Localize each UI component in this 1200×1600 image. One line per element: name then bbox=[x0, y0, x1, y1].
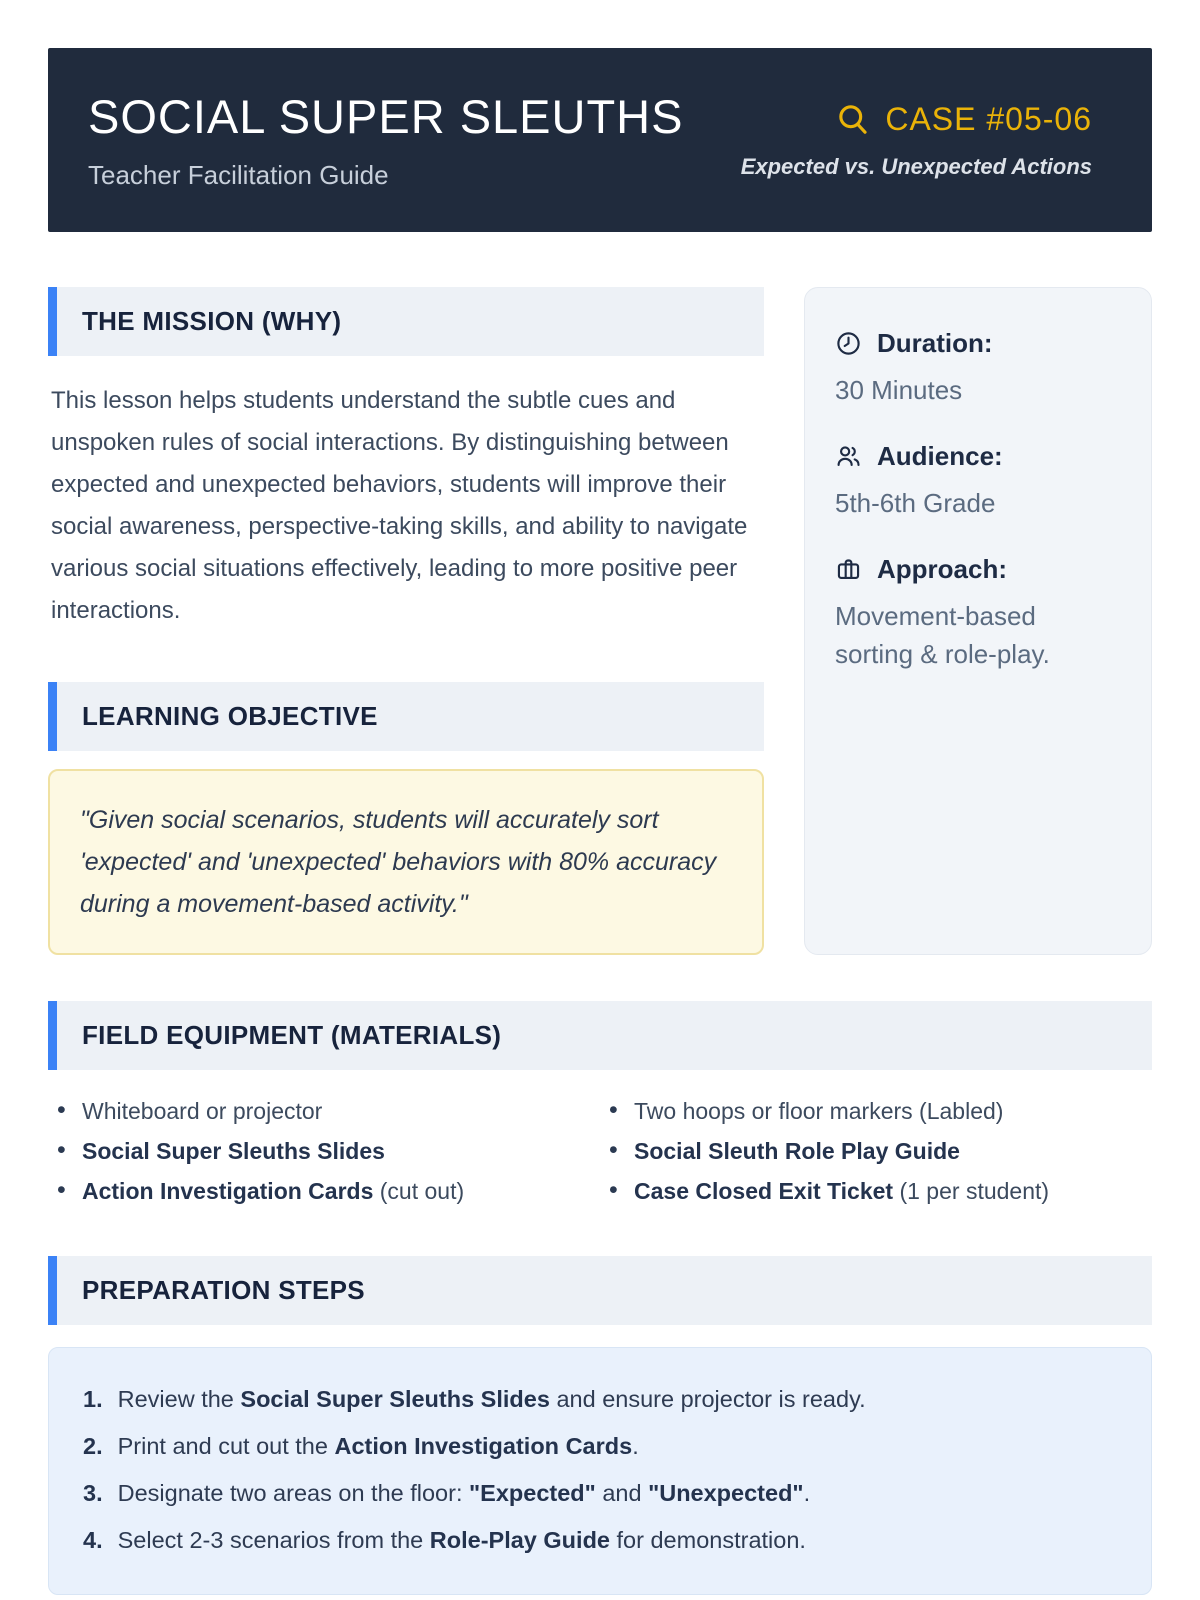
info-item-approach bbox=[835, 554, 1121, 673]
audience-label: Audience: bbox=[877, 441, 1003, 471]
prep-step: 3. Designate two areas on the floor: "Expected" and "Unexpected". bbox=[83, 1480, 811, 1506]
case-subtitle: Expected vs. Unexpected Actions bbox=[740, 153, 1092, 179]
duration-label: Duration: bbox=[877, 328, 993, 358]
magnifier-icon bbox=[835, 101, 871, 137]
section-heading-equipment bbox=[48, 1001, 1152, 1070]
section-heading-objective bbox=[48, 682, 764, 751]
intro-zone bbox=[48, 287, 1152, 955]
section-heading-preparation bbox=[48, 1256, 1152, 1325]
audience-label-row bbox=[835, 441, 1121, 472]
preparation-steps-box bbox=[48, 1347, 1152, 1595]
equipment-list-right bbox=[600, 1096, 1152, 1216]
page-subtitle: Teacher Facilitation Guide bbox=[88, 160, 389, 190]
equipment-heading-label: FIELD EQUIPMENT (MATERIALS) bbox=[82, 1020, 502, 1050]
approach-value: Movement-based sorting & role-play. bbox=[835, 601, 1050, 669]
duration-value: 30 Minutes bbox=[835, 375, 963, 405]
equipment-item: • Social Super Sleuths Slides bbox=[48, 1136, 600, 1166]
mission-paragraph: This lesson helps students understand the subtle cues and unspoken rules of social interactions. By distinguishing between expected and unexpected behaviors, students will improve their social awareness, perspective-taking skills, and ability to navigate various social situations effectively, leading to more positive peer interactions. bbox=[51, 387, 748, 624]
step-number: 3. bbox=[83, 1480, 103, 1506]
equipment-item: • Social Sleuth Role Play Guide bbox=[600, 1136, 1152, 1166]
page-title: SOCIAL SUPER SLEUTHS bbox=[88, 90, 684, 143]
section-heading-mission bbox=[48, 287, 764, 356]
audience-value: 5th-6th Grade bbox=[835, 488, 996, 518]
equipment-item: • Two hoops or floor markers (Labled) bbox=[600, 1096, 1152, 1126]
mission-heading-label: THE MISSION (WHY) bbox=[82, 306, 342, 336]
case-number: CASE #05-06 bbox=[885, 100, 1092, 137]
prep-step: 1. Review the Social Super Sleuths Slides and ensure projector is ready. bbox=[83, 1386, 866, 1412]
duration-label-row bbox=[835, 328, 1121, 359]
title-banner bbox=[48, 48, 1152, 232]
equipment-item: • Case Closed Exit Ticket (1 per student) bbox=[600, 1176, 1152, 1206]
approach-label: Approach: bbox=[877, 554, 1007, 584]
prep-step: 2. Print and cut out the Action Investigation Cards. bbox=[83, 1433, 639, 1459]
objective-quote: "Given social scenarios, students will accurately sort 'expected' and 'unexpected' behaviors with 80% accuracy during a movement-based activity." bbox=[80, 806, 717, 918]
objective-quote-box bbox=[48, 769, 764, 955]
banner-left bbox=[88, 89, 683, 191]
users-icon bbox=[835, 443, 862, 470]
briefcase-icon bbox=[835, 556, 862, 583]
step-number: 1. bbox=[83, 1386, 103, 1412]
preparation-steps-list bbox=[83, 1384, 1117, 1556]
step-number: 2. bbox=[83, 1433, 103, 1459]
equipment-item: • Action Investigation Cards (cut out) bbox=[48, 1176, 600, 1206]
approach-label-row bbox=[835, 554, 1121, 585]
info-item-duration bbox=[835, 328, 1121, 409]
intro-left-column bbox=[48, 287, 764, 955]
equipment-list-left bbox=[48, 1096, 600, 1216]
objective-heading-label: LEARNING OBJECTIVE bbox=[82, 701, 378, 731]
lesson-info-card bbox=[804, 287, 1152, 955]
info-item-audience bbox=[835, 441, 1121, 522]
banner-right bbox=[741, 101, 1092, 180]
prep-step: 4. Select 2-3 scenarios from the Role-Play Guide for demonstration. bbox=[83, 1527, 806, 1553]
case-row bbox=[741, 101, 1092, 138]
equipment-item: • Whiteboard or projector bbox=[48, 1096, 600, 1126]
equipment-lists bbox=[48, 1096, 1152, 1216]
preparation-heading-label: PREPARATION STEPS bbox=[82, 1275, 365, 1305]
clock-icon bbox=[835, 330, 862, 357]
step-number: 4. bbox=[83, 1527, 103, 1553]
